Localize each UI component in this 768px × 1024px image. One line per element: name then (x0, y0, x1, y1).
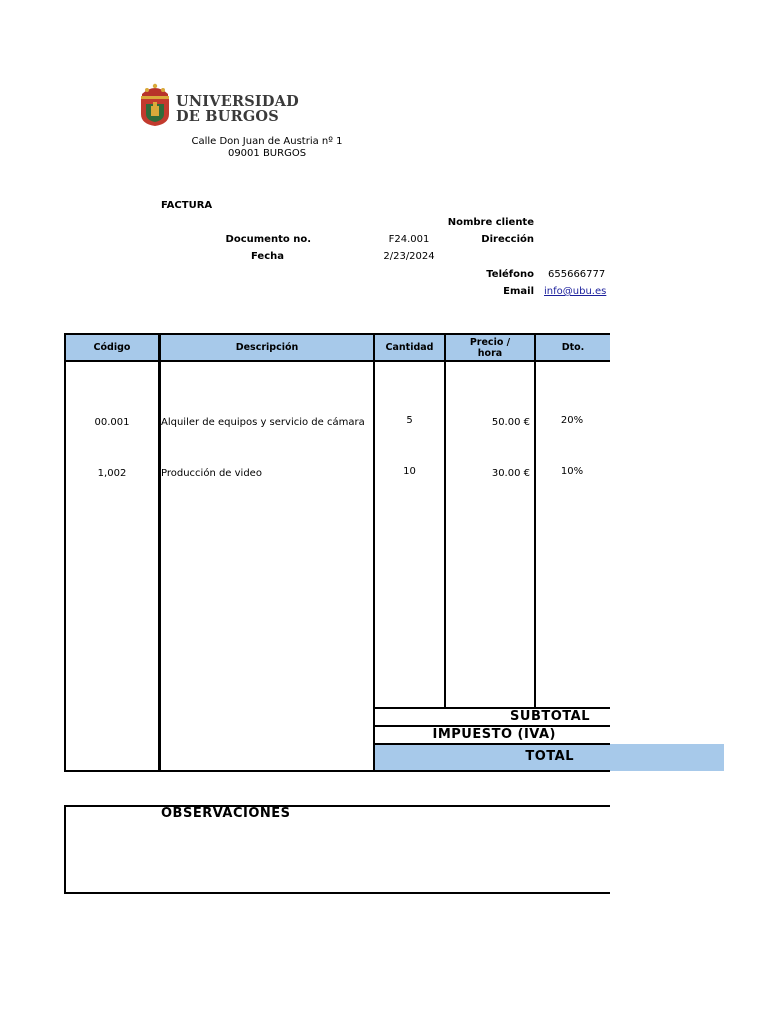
table-divider-price (534, 333, 536, 708)
observations-left-border (64, 805, 66, 894)
row-2-description: Producción de video (161, 468, 262, 479)
subtotal-label: SUBTOTAL (510, 709, 590, 724)
column-header-discount: Dto. (536, 335, 610, 360)
observations-label: OBSERVACIONES (161, 806, 291, 821)
column-header-price: Precio / hora (446, 335, 534, 360)
address-label: Dirección (481, 234, 534, 245)
observations-top-border (64, 805, 610, 807)
table-header-bottom-border (64, 360, 610, 362)
email-link[interactable]: info@ubu.es (544, 286, 607, 297)
row-1-price: 50.00 € (491, 417, 530, 428)
address-line-1: Calle Don Juan de Austria nº 1 (191, 136, 343, 147)
document-number-value: F24.001 (388, 234, 430, 245)
column-header-code: Código (66, 335, 158, 360)
column-header-description: Descripción (161, 335, 373, 360)
total-top-border (373, 743, 610, 745)
invoice-title: FACTURA (161, 200, 213, 211)
university-crest-logo (138, 80, 172, 126)
table-divider-code (158, 333, 161, 772)
address-line-2: 09001 BURGOS (227, 148, 307, 159)
row-1-quantity: 5 (406, 415, 413, 426)
table-left-border (64, 333, 66, 772)
row-2-quantity: 10 (403, 466, 416, 477)
row-2-code: 1,002 (97, 468, 127, 479)
table-bottom-border (64, 770, 610, 772)
row-1-discount: 20% (560, 415, 584, 426)
observations-bottom-border (64, 892, 610, 894)
row-2-discount: 10% (560, 466, 584, 477)
column-header-quantity: Cantidad (375, 335, 444, 360)
date-label: Fecha (250, 251, 284, 262)
row-2-price: 30.00 € (491, 468, 530, 479)
phone-label: Teléfono (486, 269, 534, 280)
table-divider-quantity (444, 333, 446, 708)
client-name-label: Nombre cliente (447, 217, 534, 228)
table-top-border (64, 333, 610, 335)
total-label: TOTAL (525, 749, 574, 764)
phone-value: 655666777 (548, 269, 606, 280)
tax-label: IMPUESTO (IVA) (432, 727, 556, 742)
date-value: 2/23/2024 (383, 251, 435, 262)
email-label: Email (503, 286, 534, 297)
row-1-code: 00.001 (94, 417, 130, 428)
row-1-description: Alquiler de equipos y servicio de cámara (161, 417, 365, 428)
university-name-logo: UNIVERSIDAD DE BURGOS (176, 93, 299, 125)
document-number-label: Documento no. (225, 234, 311, 245)
